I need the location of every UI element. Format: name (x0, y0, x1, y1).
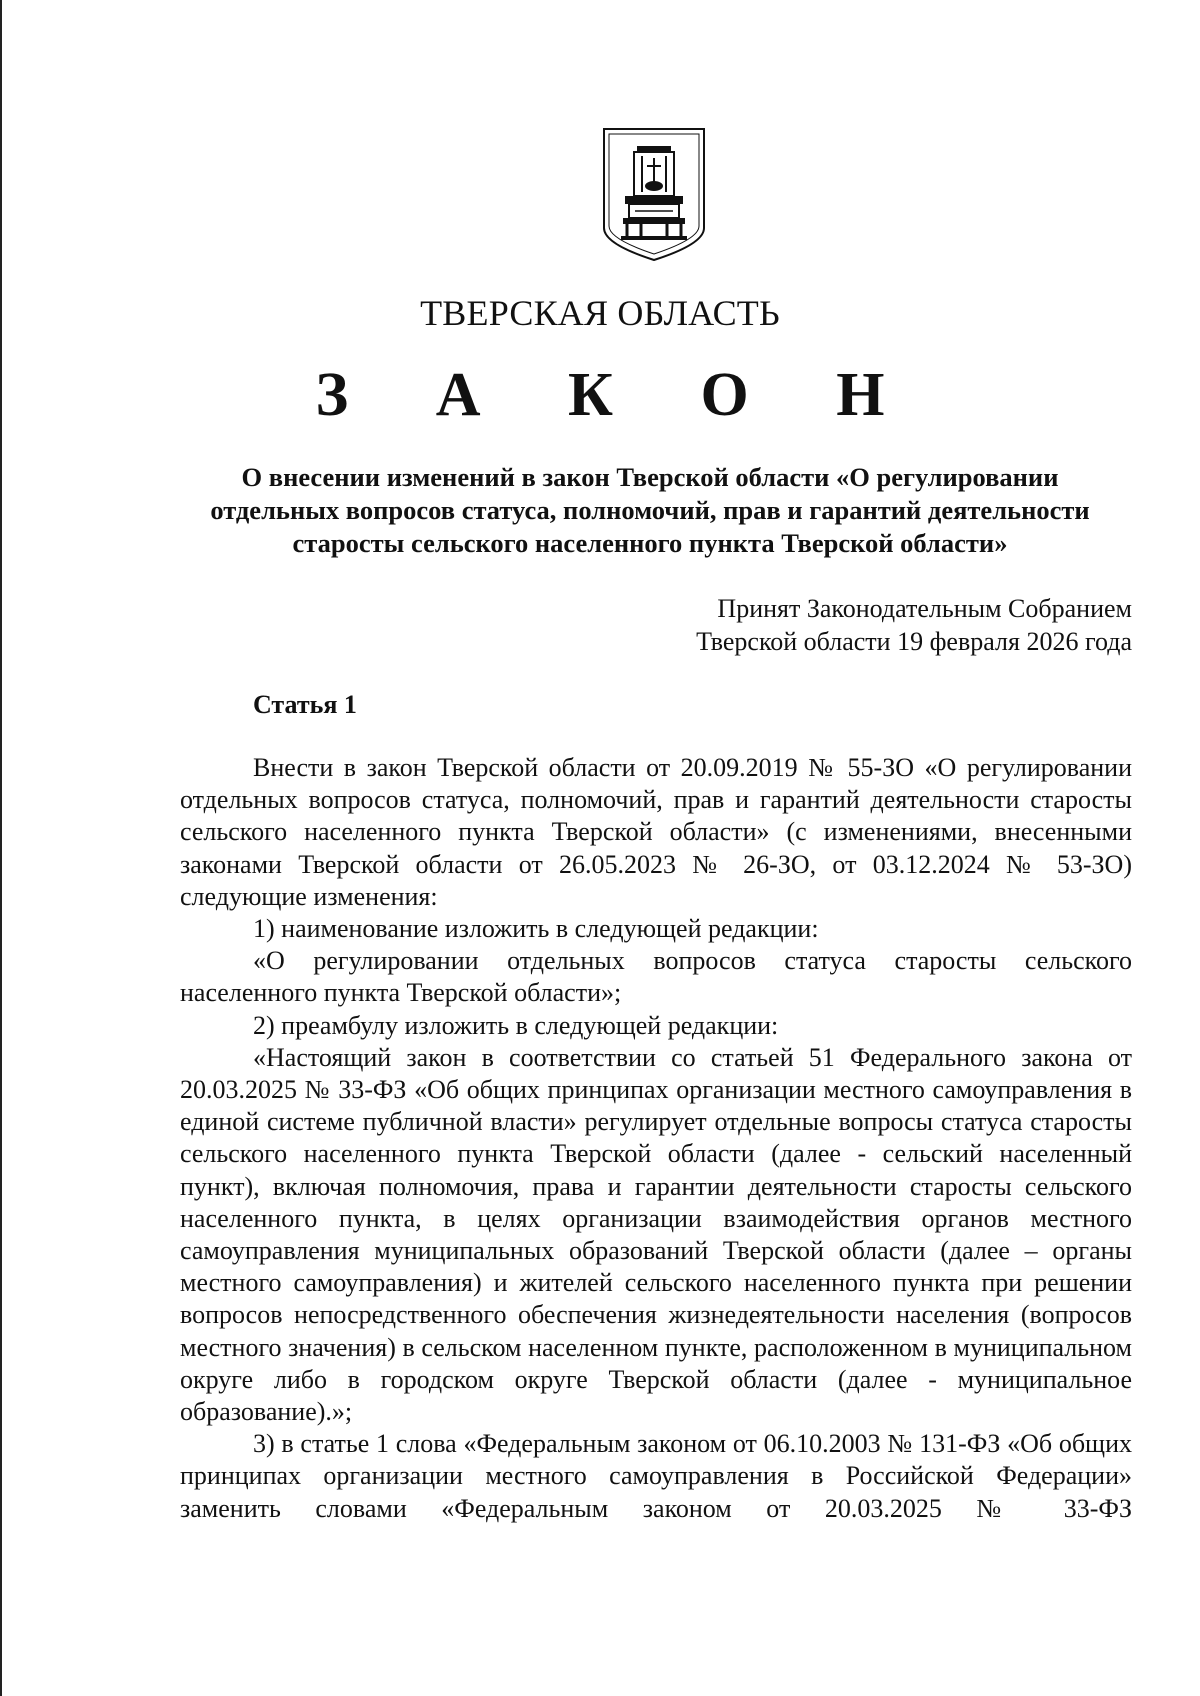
region-name: ТВЕРСКАЯ ОБЛАСТЬ (420, 293, 780, 333)
paragraph: «О регулировании отдельных вопросов статуса старосты сельского населенного пункта Тверской области»; (180, 946, 1132, 1008)
coat-of-arms-icon (601, 126, 707, 262)
title-line: отдельных вопросов статуса, полномочий, прав и гарантий деятельности (210, 495, 1090, 525)
paragraph: 3) в статье 1 слова «Федеральным законом от 06.10.2003 № 131-ФЗ «Об общих принципах организации местного самоуправления в Российской Федерации» заменить словами «Федеральным законом от 20.03.2025 № 33-ФЗ (180, 1429, 1132, 1523)
law-title (170, 461, 1130, 560)
scan-edge (0, 0, 2, 1696)
document-type: З А К О Н (315, 361, 921, 429)
title-line: О внесении изменений в закон Тверской области «О регулировании (241, 462, 1059, 492)
article-body (180, 752, 1132, 1525)
article-heading: Статья 1 (253, 690, 357, 719)
adoption-line: Принят Законодательным Собранием (717, 594, 1132, 623)
adoption-line: Тверской области 19 февраля 2026 года (696, 627, 1132, 656)
paragraph: 2) преамбулу изложить в следующей редакции: (253, 1010, 779, 1040)
adoption-note (696, 592, 1132, 658)
paragraph: 1) наименование изложить в следующей редакции: (253, 914, 819, 944)
paragraph: Внести в закон Тверской области от 20.09.2019 № 55-ЗО «О регулировании отдельных вопросов статуса, полномочий, прав и гарантий деятельности старосты сельского населенного пункта Тверской области» (с изменениями, внесенными законами Тверской области от 26.05.2023 № 26-ЗО, от 03.12.2024 № 53-ЗО) следующие изменения: (180, 753, 1132, 911)
paragraph: «Настоящий закон в соответствии со статьей 51 Федерального закона от 20.03.2025 № 33-ФЗ «Об общих принципах организации местного самоуправления в единой системе публичной власти» регулирует отдельные вопросы статуса старосты сельского населенного пункта Тверской области (далее - сельский населенный пункт), включая полномочия, права и гарантии деятельности старосты сельского населенного пункта, в целях организации взаимодействия органов местного самоуправления муниципальных образований Тверской области (далее – органы местного самоуправления) и жителей сельского населенного пункта при решении вопросов непосредственного обеспечения жизнедеятельности населения (вопросов местного значения) в сельском населенном пункте, расположенном в муниципальном округе либо в городском округе Тверской области (далее - муниципальное образование).»; (180, 1042, 1132, 1427)
title-line: старосты сельского населенного пункта Тверской области» (292, 528, 1008, 558)
